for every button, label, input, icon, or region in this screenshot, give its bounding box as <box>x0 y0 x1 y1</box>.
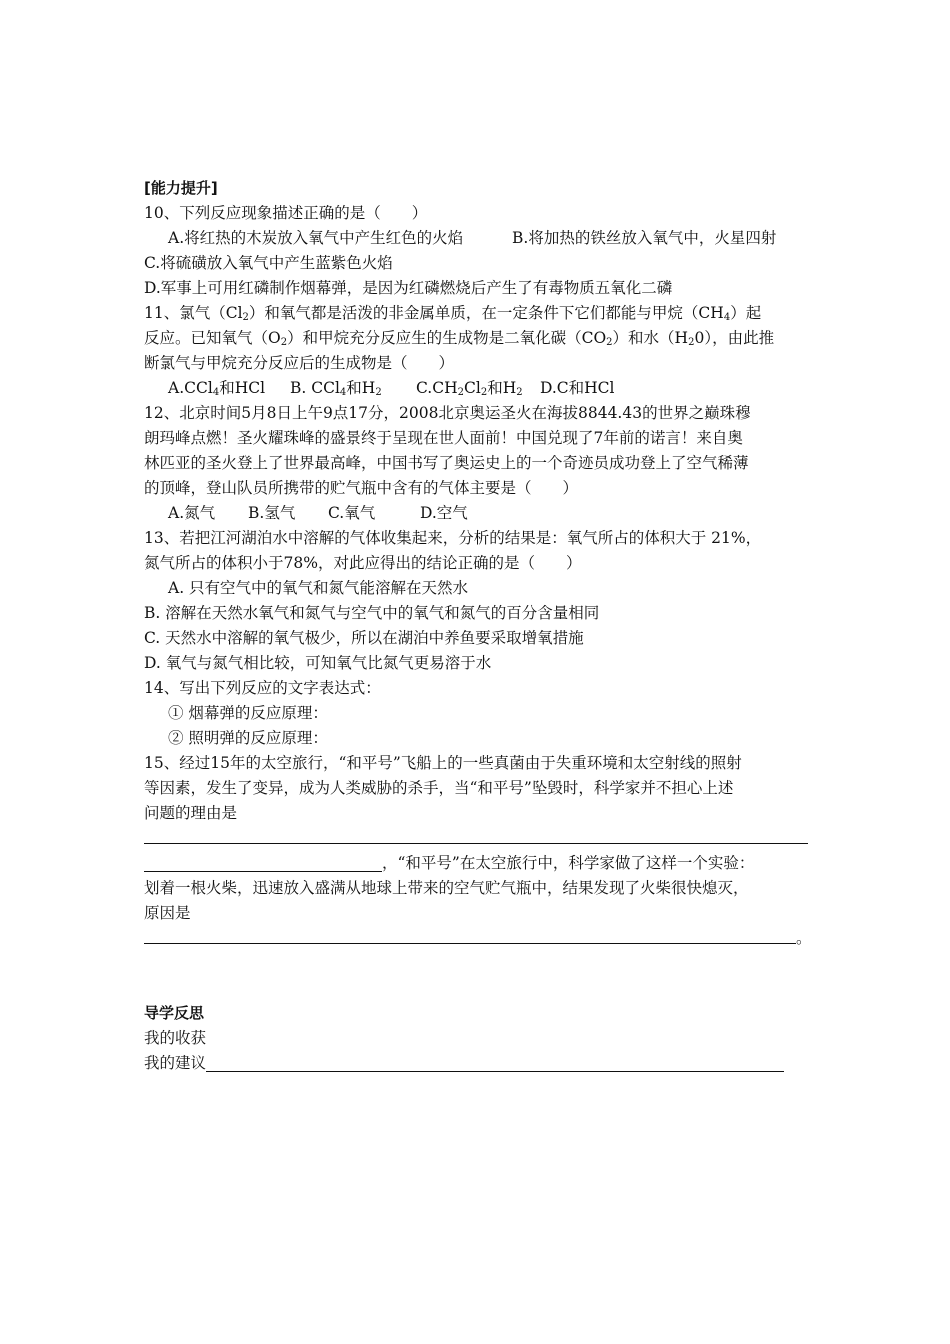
subscript: 2 <box>688 337 695 348</box>
q12-option-a: A.氮气 <box>168 504 216 522</box>
reflection-advice-row <box>144 1051 808 1076</box>
q14-stem: 14、写出下列反应的文字表达式： <box>144 679 381 697</box>
q13-option-c: C. 天然水中溶解的氧气极少，所以在湖泊中养鱼要采取增氧措施 <box>144 629 584 647</box>
subscript: 2 <box>516 387 523 398</box>
q11-text: Cl <box>464 379 481 397</box>
reflection-gain: 我的收获 <box>144 1029 207 1047</box>
q11-text: C.CH <box>416 379 458 397</box>
q12-options <box>144 501 808 526</box>
q10-option-a: A.将红热的木炭放入氧气中产生红色的火焰 <box>168 229 464 247</box>
subscript: 2 <box>280 337 288 348</box>
worksheet-page <box>144 176 812 1076</box>
q11-text: 和H <box>346 379 376 397</box>
q15-line-5 <box>144 851 808 876</box>
q10-option-d: D.军事上可用红磷制作烟幕弹，是因为红磷燃烧后产生了有毒物质五氧化二磷 <box>144 279 673 297</box>
q12-option-d: D.空气 <box>420 504 468 522</box>
q13-option-d: D. 氧气与氮气相比较，可知氧气比氮气更易溶于水 <box>144 654 492 672</box>
q12-line-1: 12、北京时间5月8日上午9点17分，2008北京奥运圣火在海拔8844.43的世界之巅珠穆 <box>144 404 751 422</box>
q15-line-6: 划着一根火柴，迅速放入盛满从地球上带来的空气贮气瓶中，结果发现了火柴很快熄灭， <box>144 879 749 897</box>
q12-option-b: B.氢气 <box>248 504 296 522</box>
subscript: 4 <box>339 387 347 398</box>
q15-line-7: 原因是 <box>144 904 191 922</box>
q11-text: A.CCl <box>168 379 213 397</box>
q13-line-1: 13、若把江河湖泊水中溶解的气体收集起来，分析的结果是：氧气所占的体积大于 21%， <box>144 529 762 547</box>
section-title: [能力提升] <box>144 179 218 197</box>
q11-option-d: D.C和HCl <box>540 379 615 397</box>
q11-text: 和HCl <box>219 379 266 397</box>
q12-line-4: 的顶峰，登山队员所携带的贮气瓶中含有的气体主要是（ ） <box>144 479 579 497</box>
q11-options <box>144 376 808 401</box>
q15-line-1: 15、经过15年的太空旅行，“和平号”飞船上的一些真菌由于失重环境和太空射线的照射 <box>144 754 742 772</box>
answer-blank[interactable] <box>144 942 796 944</box>
q11-text: 11、氯气（Cl <box>144 304 243 322</box>
q11-text: 0），由此推 <box>694 329 775 347</box>
spacer <box>144 951 808 1001</box>
q10-option-c: C.将硫磺放入氧气中产生蓝紫色火焰 <box>144 254 393 272</box>
subscript: 2 <box>606 337 613 348</box>
q11-line-3: 断氯气与甲烷充分反应后的生成物是（ ） <box>144 354 455 372</box>
reflection-advice-label: 我的建议 <box>144 1054 207 1072</box>
subscript: 4 <box>212 387 220 398</box>
q10-options-ab <box>144 226 808 251</box>
q11-line-1 <box>144 301 808 326</box>
q11-text: ）和甲烷充分反应生的生成物是二氧化碳（CO <box>287 329 607 347</box>
subscript: 2 <box>457 387 464 398</box>
q15-line-2: 等因素，发生了变异，成为人类威胁的杀手，当“和平号”坠毁时，科学家并不担心上述 <box>144 779 734 797</box>
q15-answer-line-1 <box>144 826 808 851</box>
q10-option-b: B.将加热的铁丝放入氧气中，火星四射 <box>512 229 777 247</box>
q12-line-3: 林匹亚的圣火登上了世界最高峰，中国书写了奥运史上的一个奇迹员成功登上了空气稀薄 <box>144 454 749 472</box>
q14-item-2: ② 照明弹的反应原理： <box>168 729 328 747</box>
q11-text: 反应。已知氧气（O <box>144 329 281 347</box>
answer-blank[interactable] <box>144 854 382 872</box>
q13-line-2: 氮气所占的体积小于78%，对此应得出的结论正确的是（ ） <box>144 554 582 572</box>
q14-item-1: ① 烟幕弹的反应原理： <box>168 704 328 722</box>
q15-answer-line-2 <box>144 926 812 951</box>
subscript: 2 <box>375 387 382 398</box>
q15-line-3: 问题的理由是 <box>144 804 238 822</box>
q12-line-2: 朗玛峰点燃！圣火耀珠峰的盛景终于呈现在世人面前！中国兑现了7年前的诺言！来自奥 <box>144 429 743 447</box>
q15-text: ，“和平号”在太空旅行中，科学家做了这样一个实验： <box>382 854 755 872</box>
q11-text: B. CCl <box>290 379 340 397</box>
subscript: 4 <box>723 312 731 323</box>
q11-text: ）和水（H <box>612 329 689 347</box>
q12-option-c: C.氧气 <box>328 504 376 522</box>
answer-blank[interactable] <box>144 842 808 844</box>
q11-text: ）和氧气都是活泼的非金属单质，在一定条件下它们都能与甲烷（CH <box>248 304 724 322</box>
advice-blank[interactable] <box>206 1054 784 1072</box>
q13-option-b: B. 溶解在天然水氧气和氮气与空气中的氧气和氮气的百分含量相同 <box>144 604 600 622</box>
period-mark: 。 <box>796 929 812 947</box>
q11-text: ）起 <box>730 304 762 322</box>
reflection-title: 导学反思 <box>144 1004 205 1022</box>
subscript: 2 <box>242 312 249 323</box>
subscript: 2 <box>480 387 488 398</box>
q10-stem: 10、下列反应现象描述正确的是（ ） <box>144 204 428 222</box>
q13-option-a: A. 只有空气中的氧气和氮气能溶解在天然水 <box>168 579 469 597</box>
q11-line-2 <box>144 326 808 351</box>
q11-text: 和H <box>487 379 517 397</box>
